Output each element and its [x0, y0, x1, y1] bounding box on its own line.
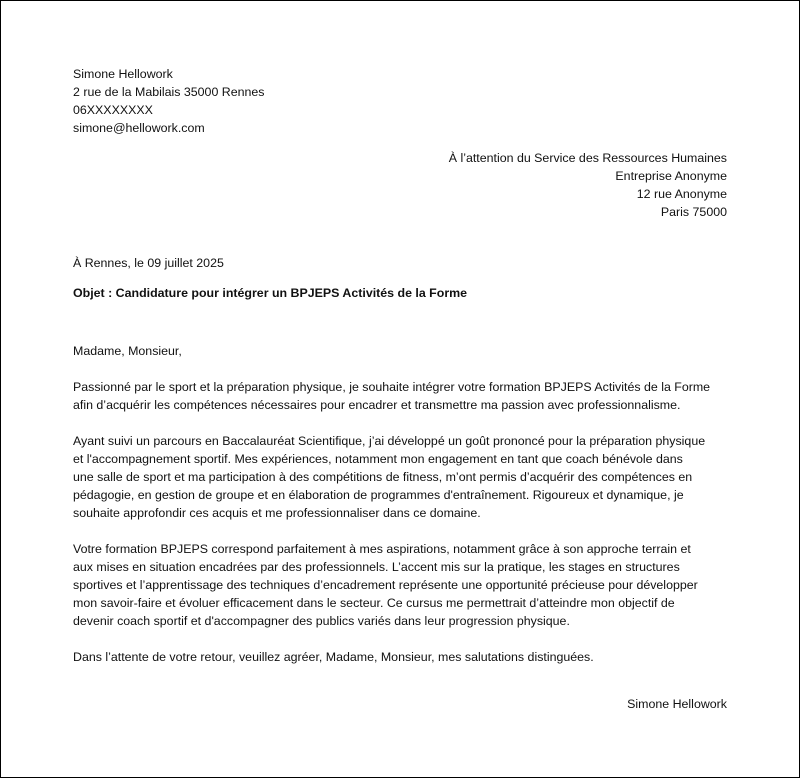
paragraph-line: Passionné par le sport et la préparation physique, je souhaite intégrer votre formation BPJEPS Activités de la Forme [73, 380, 711, 394]
paragraph-background [73, 432, 733, 522]
sender-block [73, 65, 265, 137]
recipient-street: 12 rue Anonyme [636, 187, 727, 201]
subject-line: Objet : Candidature pour intégrer un BPJEPS Activités de la Forme [73, 286, 468, 300]
paragraph-line: Votre formation BPJEPS correspond parfaitement à mes aspirations, notamment grâce à son approche terrain et [73, 542, 691, 556]
sender-phone: 06XXXXXXXX [73, 103, 153, 117]
paragraph-line: souhaite approfondir ces acquis et me professionnaliser dans ce domaine. [73, 506, 481, 520]
paragraph-line: Ayant suivi un parcours en Baccalauréat Scientifique, j’ai développé un goût prononcé pour la préparation physique [73, 434, 706, 448]
recipient-city: Paris 75000 [660, 205, 727, 219]
sender-address: 2 rue de la Mabilais 35000 Rennes [73, 85, 265, 99]
paragraph-intro [73, 378, 733, 414]
paragraph-line: aux mises en situation encadrées par des professionnels. L’accent mis sur la pratique, les stages en structures [73, 560, 680, 574]
sender-email: simone@hellowork.com [73, 121, 205, 135]
signature: Simone Hellowork [627, 697, 727, 711]
paragraph-line: devenir coach sportif et d'accompagner des publics variés dans leur progression physique. [73, 614, 570, 628]
paragraph-line: Dans l’attente de votre retour, veuillez agréer, Madame, Monsieur, mes salutations distinguées. [73, 650, 594, 664]
paragraph-line: mon savoir-faire et évoluer efficacement dans le secteur. Ce cursus me permettrait d’atteindre mon objectif de [73, 596, 675, 610]
recipient-attention: À l’attention du Service des Ressources Humaines [448, 151, 727, 165]
paragraph-line: une salle de sport et ma participation à des compétitions de fitness, m’ont permis d’acquérir des compétences en [73, 470, 693, 484]
recipient-company: Entreprise Anonyme [615, 169, 727, 183]
recipient-block [449, 149, 727, 221]
paragraph-line: et l'accompagnement sportif. Mes expériences, notamment mon engagement en tant que coach bénévole dans [73, 452, 683, 466]
paragraph-closing [73, 648, 733, 666]
paragraph-line: pédagogie, en gestion de groupe et en élaboration de programmes d'entraînement. Rigoureux et dynamique, je [73, 488, 684, 502]
letter-body [73, 342, 733, 684]
date-line: À Rennes, le 09 juillet 2025 [73, 256, 224, 270]
sender-name: Simone Hellowork [73, 67, 173, 81]
paragraph-line: afin d’acquérir les compétences nécessaires pour encadrer et transmettre ma passion avec professionnalisme. [73, 398, 681, 412]
paragraph-line: sportives et l’apprentissage des techniques d’encadrement représente une opportunité précieuse pour développer [73, 578, 698, 592]
paragraph-motivation [73, 540, 733, 630]
salutation: Madame, Monsieur, [73, 344, 182, 358]
